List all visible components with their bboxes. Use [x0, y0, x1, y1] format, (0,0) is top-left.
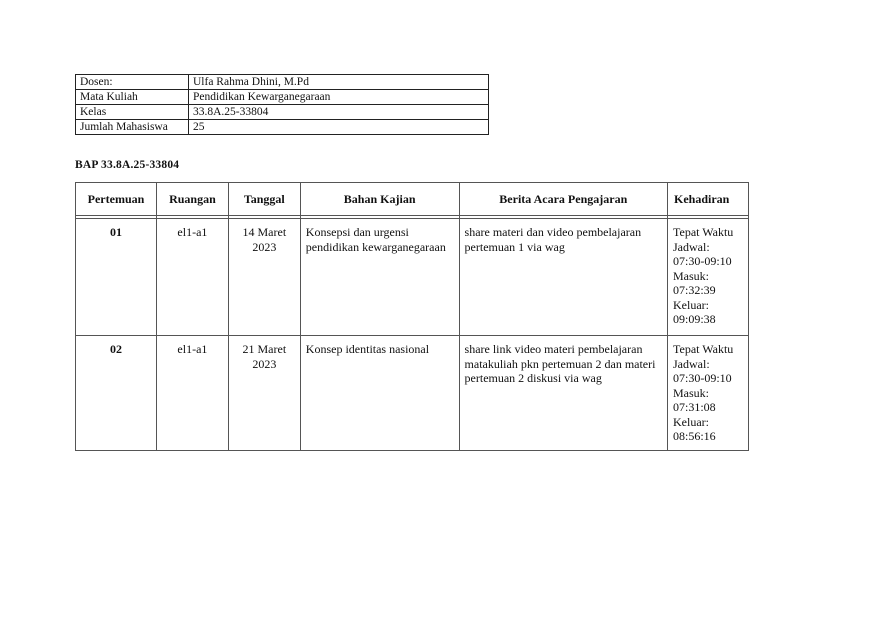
info-value: 33.8A.25-33804: [189, 105, 489, 120]
bap-table-header: [76, 183, 749, 216]
cell-pertemuan: 01: [76, 219, 157, 336]
cell-bahan-kajian: Konsep identitas nasional: [300, 336, 459, 451]
cell-berita-acara: share link video materi pembelajaran matakuliah pkn pertemuan 2 dan materi pertemuan 2 diskusi via wag: [459, 336, 667, 451]
info-key: Kelas: [76, 105, 189, 120]
cell-ruangan: el1-a1: [156, 336, 228, 451]
cell-ruangan: el1-a1: [156, 219, 228, 336]
info-row-jumlah-mahasiswa: [76, 120, 489, 135]
cell-tanggal: 21 Maret 2023: [228, 336, 300, 451]
course-info-table: [75, 74, 489, 135]
header-pertemuan: Pertemuan: [76, 183, 157, 216]
info-key: Mata Kuliah: [76, 90, 189, 105]
info-key: Jumlah Mahasiswa: [76, 120, 189, 135]
header-bahan-kajian: Bahan Kajian: [300, 183, 459, 216]
header-berita-acara: Berita Acara Pengajaran: [459, 183, 667, 216]
header-ruangan: Ruangan: [156, 183, 228, 216]
info-row-dosen: [76, 75, 489, 90]
info-key: Dosen:: [76, 75, 189, 90]
info-value: Ulfa Rahma Dhini, M.Pd: [189, 75, 489, 90]
table-row: [76, 219, 749, 336]
cell-kehadiran: Tepat Waktu Jadwal: 07:30-09:10 Masuk: 07:31:08 Keluar: 08:56:16: [668, 336, 749, 451]
header-kehadiran: Kehadiran: [668, 183, 749, 216]
cell-pertemuan: 02: [76, 336, 157, 451]
table-row: [76, 336, 749, 451]
cell-bahan-kajian: Konsepsi dan urgensi pendidikan kewarganegaraan: [300, 219, 459, 336]
cell-kehadiran: Tepat Waktu Jadwal: 07:30-09:10 Masuk: 07:32:39 Keluar: 09:09:38: [668, 219, 749, 336]
info-row-mata-kuliah: [76, 90, 489, 105]
cell-tanggal: 14 Maret 2023: [228, 219, 300, 336]
header-tanggal: Tanggal: [228, 183, 300, 216]
bap-title: BAP 33.8A.25-33804: [75, 159, 180, 171]
cell-berita-acara: share materi dan video pembelajaran pertemuan 1 via wag: [459, 219, 667, 336]
bap-table: [75, 182, 749, 451]
info-value: 25: [189, 120, 489, 135]
info-value: Pendidikan Kewarganegaraan: [189, 90, 489, 105]
info-row-kelas: [76, 105, 489, 120]
